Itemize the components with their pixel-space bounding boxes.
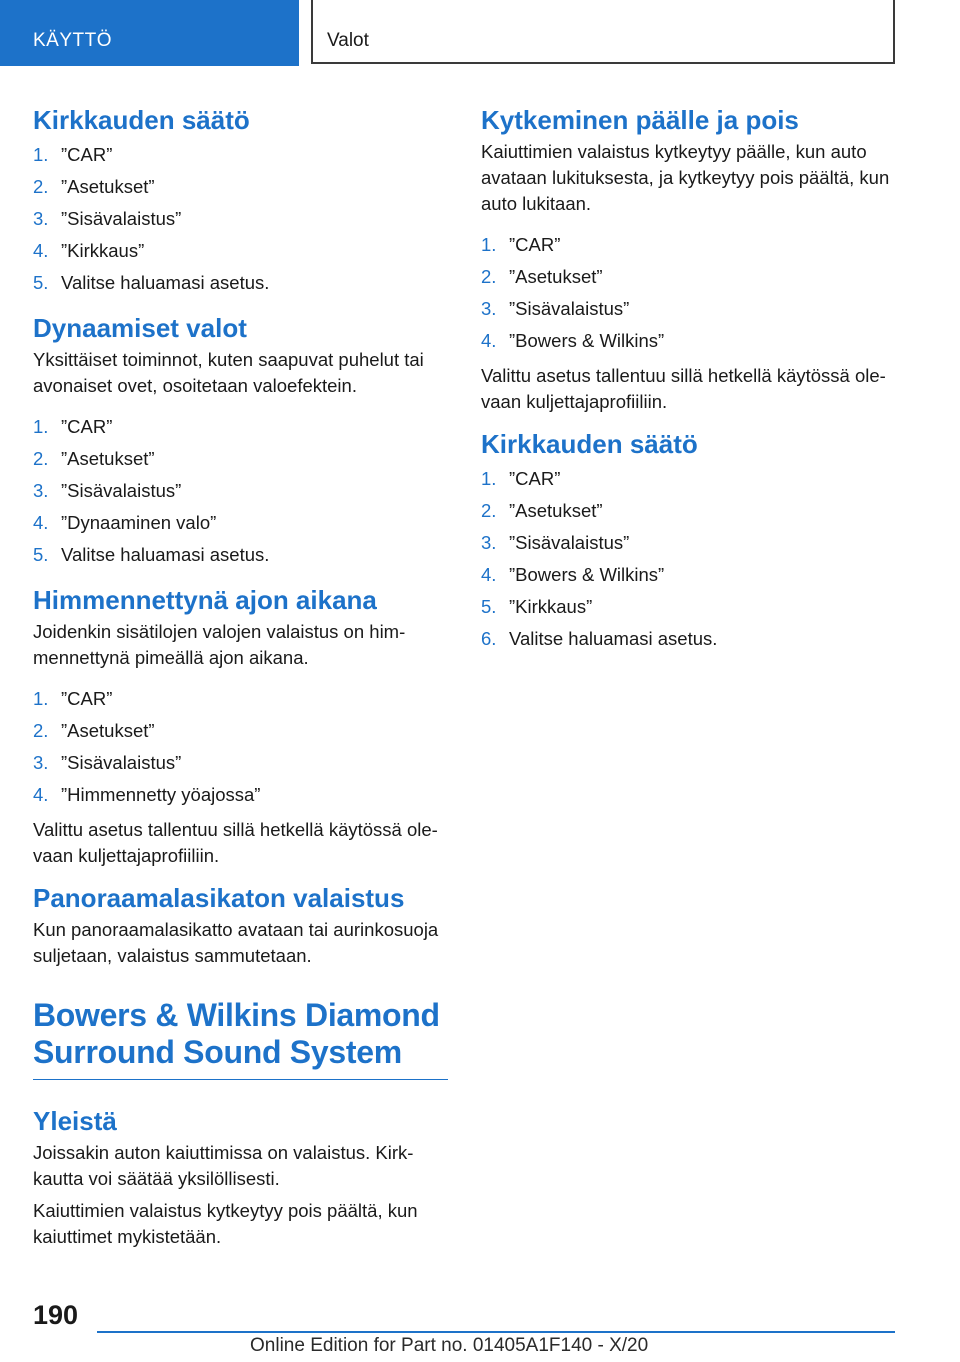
list-item: [481, 325, 896, 357]
step-text: ”Sisävalaistus”: [61, 208, 182, 229]
step-number: 3.: [481, 298, 497, 319]
list-item: [33, 475, 448, 507]
text-panorama: Kun panoraamalasikatto avataan tai aurinkosuoja suljetaan, valaistus sammutetaan.: [33, 919, 439, 966]
step-text: ”CAR”: [61, 144, 113, 165]
step-text: ”CAR”: [509, 234, 561, 255]
step-number: 3.: [33, 480, 49, 501]
step-number: 3.: [33, 752, 49, 773]
left-column: [33, 100, 448, 1262]
list-item: [33, 171, 448, 203]
heading-brightness-right: Kirkkauden säätö: [481, 429, 698, 459]
list-item: [481, 463, 896, 495]
step-number: 2.: [33, 176, 49, 197]
list-item: [33, 411, 448, 443]
step-text: ”Bowers & Wilkins”: [509, 564, 665, 585]
step-text: ”Sisävalaistus”: [509, 532, 630, 553]
note-on-off: Valittu asetus tallentuu sillä hetkellä käytössä olevaan kuljettajaprofiiliin.: [481, 365, 886, 412]
edition-text: Online Edition for Part no. 01405A1F140 - X/20: [250, 1335, 649, 1356]
list-item: [481, 261, 896, 293]
steps-dynamic-lights: [33, 411, 448, 571]
right-column: [481, 100, 896, 667]
text-dimmed: Joidenkin sisätilojen valojen valaistus on himmennettynä pimeällä ajon aikana.: [33, 621, 406, 668]
step-number: 1.: [481, 468, 497, 489]
step-number: 1.: [481, 234, 497, 255]
heading-panorama: Panoraamalasikaton valaistus: [33, 883, 405, 913]
list-item: [481, 229, 896, 261]
footer-divider: [97, 1331, 895, 1333]
text-dynamic-lights: Yksittäiset toiminnot, kuten saapuvat puhelut tai avonaiset ovet, osoitetaan valoefektein.: [33, 349, 424, 396]
list-item: [481, 293, 896, 325]
steps-brightness-left: [33, 139, 448, 299]
step-text: ”Asetukset”: [61, 720, 155, 741]
chapter-tab: [311, 0, 895, 64]
step-number: 3.: [481, 532, 497, 553]
list-item: [33, 779, 448, 811]
step-text: ”Bowers & Wilkins”: [509, 330, 665, 351]
step-number: 4.: [33, 240, 49, 261]
section-label: KÄYTTÖ: [33, 30, 113, 51]
list-item: [33, 747, 448, 779]
step-text: Valitse haluamasi asetus.: [61, 544, 270, 565]
text-general-2: Kaiuttimien valaistus kytkeytyy pois päältä, kun kaiuttimet mykistetään.: [33, 1200, 418, 1247]
step-number: 2.: [481, 500, 497, 521]
step-text: ”Asetukset”: [61, 448, 155, 469]
step-number: 5.: [33, 272, 49, 293]
step-text: ”Sisävalaistus”: [61, 752, 182, 773]
chapter-title-bw: Bowers & Wilkins Diamond Surround Sound System: [33, 997, 448, 1080]
step-text: Valitse haluamasi asetus.: [509, 628, 718, 649]
list-item: [33, 203, 448, 235]
steps-brightness-right: [481, 463, 896, 655]
list-item: [481, 591, 896, 623]
note-dimmed: Valittu asetus tallentuu sillä hetkellä käytössä olevaan kuljettajaprofiiliin.: [33, 819, 438, 866]
step-number: 1.: [33, 144, 49, 165]
list-item: [33, 443, 448, 475]
step-number: 3.: [33, 208, 49, 229]
list-item: [33, 539, 448, 571]
list-item: [33, 139, 448, 171]
page-number: 190: [33, 1300, 79, 1330]
heading-dynamic-lights: Dynaamiset valot: [33, 313, 247, 343]
step-number: 2.: [33, 720, 49, 741]
step-text: ”Dynaaminen valo”: [61, 512, 217, 533]
step-number: 4.: [481, 330, 497, 351]
step-number: 4.: [33, 784, 49, 805]
step-text: ”Himmennetty yöajossa”: [61, 784, 261, 805]
step-number: 2.: [481, 266, 497, 287]
step-number: 6.: [481, 628, 497, 649]
step-text: ”CAR”: [509, 468, 561, 489]
step-number: 1.: [33, 688, 49, 709]
list-item: [33, 683, 448, 715]
heading-dimmed: Himmennettynä ajon aikana: [33, 585, 377, 615]
step-text: ”Asetukset”: [509, 266, 603, 287]
steps-dimmed: [33, 683, 448, 811]
steps-on-off: [481, 229, 896, 357]
step-text: ”Kirkkaus”: [509, 596, 593, 617]
text-general-1: Joissakin auton kaiuttimissa on valaistus. Kirkkautta voi säätää yksilöllisesti.: [33, 1142, 414, 1189]
list-item: [33, 267, 448, 299]
list-item: [481, 559, 896, 591]
list-item: [33, 715, 448, 747]
step-number: 4.: [481, 564, 497, 585]
step-number: 5.: [33, 544, 49, 565]
heading-on-off: Kytkeminen päälle ja pois: [481, 105, 799, 135]
step-text: ”Sisävalaistus”: [61, 480, 182, 501]
list-item: [33, 235, 448, 267]
step-text: ”CAR”: [61, 688, 113, 709]
list-item: [481, 527, 896, 559]
step-number: 5.: [481, 596, 497, 617]
step-number: 1.: [33, 416, 49, 437]
step-text: ”Asetukset”: [509, 500, 603, 521]
step-number: 2.: [33, 448, 49, 469]
chapter-label: Valot: [327, 30, 369, 51]
list-item: [33, 507, 448, 539]
section-tab: [0, 0, 299, 66]
list-item: [481, 495, 896, 527]
step-text: ”CAR”: [61, 416, 113, 437]
step-number: 4.: [33, 512, 49, 533]
heading-brightness-left: Kirkkauden säätö: [33, 105, 250, 135]
step-text: Valitse haluamasi asetus.: [61, 272, 270, 293]
step-text: ”Asetukset”: [61, 176, 155, 197]
text-on-off: Kaiuttimien valaistus kytkeytyy päälle, kun auto avataan lukituksesta, ja kytkeytyy pois päältä, kun auto lukitaan.: [481, 141, 890, 214]
page-header: [0, 0, 960, 66]
heading-general: Yleistä: [33, 1106, 117, 1136]
list-item: [481, 623, 896, 655]
step-text: ”Sisävalaistus”: [509, 298, 630, 319]
step-text: ”Kirkkaus”: [61, 240, 145, 261]
